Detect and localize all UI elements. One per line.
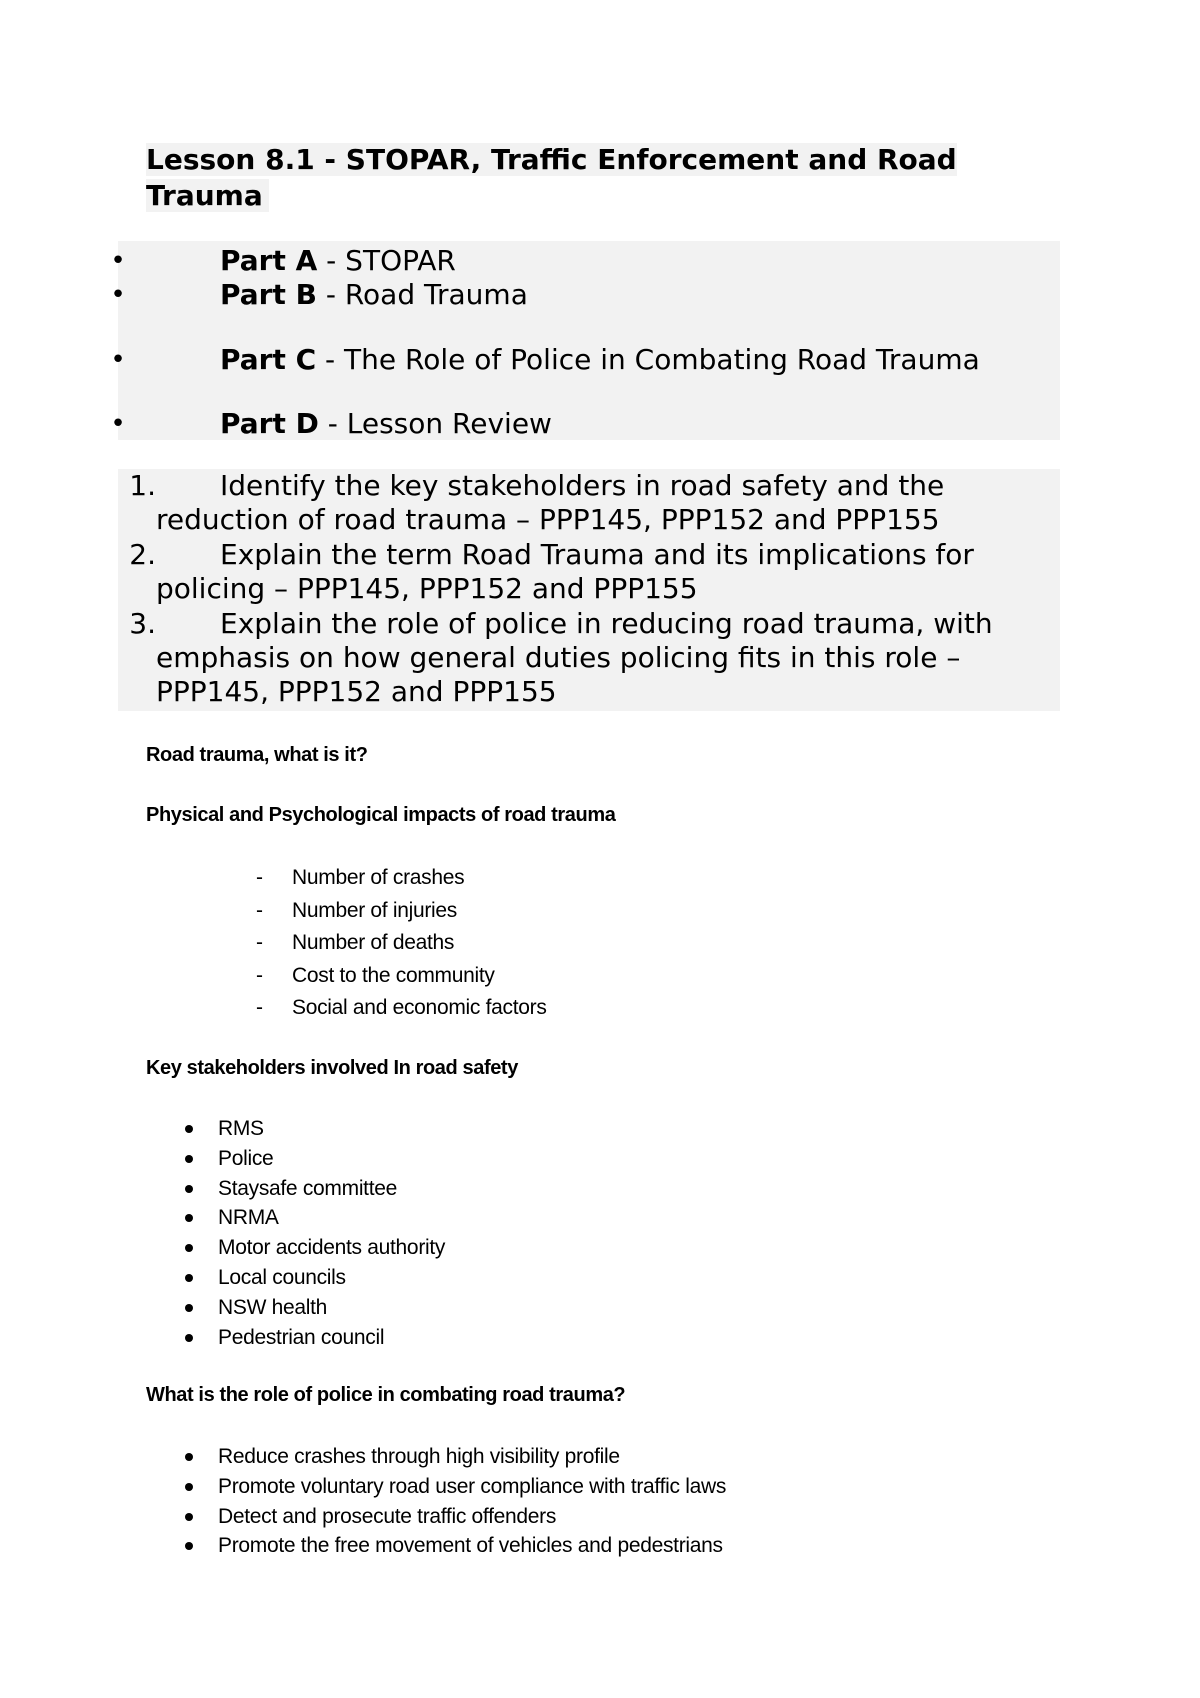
part-description: - The Role of Police in Combating Road Trauma xyxy=(316,343,980,376)
bullet-icon xyxy=(185,1214,193,1222)
lesson-title-block xyxy=(146,142,1006,214)
bullet-icon: • xyxy=(110,345,126,375)
dash-icon: - xyxy=(256,996,263,1019)
part-label: Part B xyxy=(220,278,317,311)
list-item: RMS xyxy=(182,1114,445,1144)
bullet-icon xyxy=(185,1542,193,1550)
learning-objectives xyxy=(118,469,1060,711)
objective-line: PPP145, PPP152 and PPP155 xyxy=(156,675,557,708)
list-item: Promote the free movement of vehicles and pedestrians xyxy=(182,1531,726,1561)
heading-police-role: What is the role of police in combating road trauma? xyxy=(146,1384,626,1406)
list-item: Reduce crashes through high visibility profile xyxy=(182,1442,726,1472)
objective-number: 3. xyxy=(129,607,156,640)
part-description: - Road Trauma xyxy=(316,278,528,311)
objective-line: reduction of road trauma – PPP145, PPP152 and PPP155 xyxy=(156,503,940,536)
list-item: Detect and prosecute traffic offenders xyxy=(182,1502,726,1532)
list-item: - Cost to the community xyxy=(256,960,547,993)
objective-number: 1. xyxy=(129,469,156,502)
list-item: Local councils xyxy=(182,1263,445,1293)
part-item xyxy=(110,340,1060,380)
part-description: - Lesson Review xyxy=(318,407,552,440)
bullet-icon xyxy=(185,1274,193,1282)
objective-number: 2. xyxy=(129,538,156,571)
objective-line: policing – PPP145, PPP152 and PPP155 xyxy=(156,572,698,605)
part-item xyxy=(110,404,1060,444)
part-label: Part D xyxy=(220,407,319,440)
dash-icon: - xyxy=(256,931,263,954)
bullet-icon: • xyxy=(110,280,126,310)
impacts-list xyxy=(256,862,547,1025)
stakeholders-list xyxy=(182,1114,445,1352)
dash-icon: - xyxy=(256,866,263,889)
list-item: - Number of crashes xyxy=(256,862,547,895)
list-item: - Social and economic factors xyxy=(256,992,547,1025)
list-item: Police xyxy=(182,1144,445,1174)
list-item: - Number of injuries xyxy=(256,895,547,928)
list-item: Staysafe committee xyxy=(182,1174,445,1204)
bullet-icon: • xyxy=(110,409,126,439)
bullet-icon xyxy=(185,1185,193,1193)
heading-impacts: Physical and Psychological impacts of road trauma xyxy=(146,804,616,826)
dash-icon: - xyxy=(256,963,263,987)
bullet-icon xyxy=(185,1513,193,1521)
bullet-icon xyxy=(185,1334,193,1342)
list-item: Pedestrian council xyxy=(182,1323,445,1353)
lesson-title: Lesson 8.1 - STOPAR, Traffic Enforcement and Road Trauma xyxy=(146,143,957,212)
bullet-icon: • xyxy=(110,246,126,276)
list-item: NRMA xyxy=(182,1203,445,1233)
bullet-icon xyxy=(185,1244,193,1252)
part-label: Part C xyxy=(220,343,317,376)
heading-stakeholders: Key stakeholders involved In road safety xyxy=(146,1057,518,1079)
police-role-list xyxy=(182,1442,726,1561)
objective-line: emphasis on how general duties policing fits in this role – xyxy=(156,641,961,674)
list-item: Motor accidents authority xyxy=(182,1233,445,1263)
objective-line: Explain the role of police in reducing road trauma, with xyxy=(220,607,993,640)
part-description: - STOPAR xyxy=(317,244,456,277)
list-item: NSW health xyxy=(182,1293,445,1323)
bullet-icon xyxy=(185,1304,193,1312)
list-item: - Number of deaths xyxy=(256,927,547,960)
bullet-icon xyxy=(185,1483,193,1491)
part-item xyxy=(110,275,1060,315)
list-item: Promote voluntary road user compliance with traffic laws xyxy=(182,1472,726,1502)
bullet-icon xyxy=(185,1125,193,1133)
part-label: Part A xyxy=(220,244,318,277)
heading-road-trauma: Road trauma, what is it? xyxy=(146,744,368,766)
bullet-icon xyxy=(185,1453,193,1461)
objective-line: Identify the key stakeholders in road safety and the xyxy=(220,469,945,502)
parts-list xyxy=(110,241,1060,440)
bullet-icon xyxy=(185,1155,193,1163)
dash-icon: - xyxy=(256,898,263,922)
objective-line: Explain the term Road Trauma and its implications for xyxy=(220,538,974,571)
